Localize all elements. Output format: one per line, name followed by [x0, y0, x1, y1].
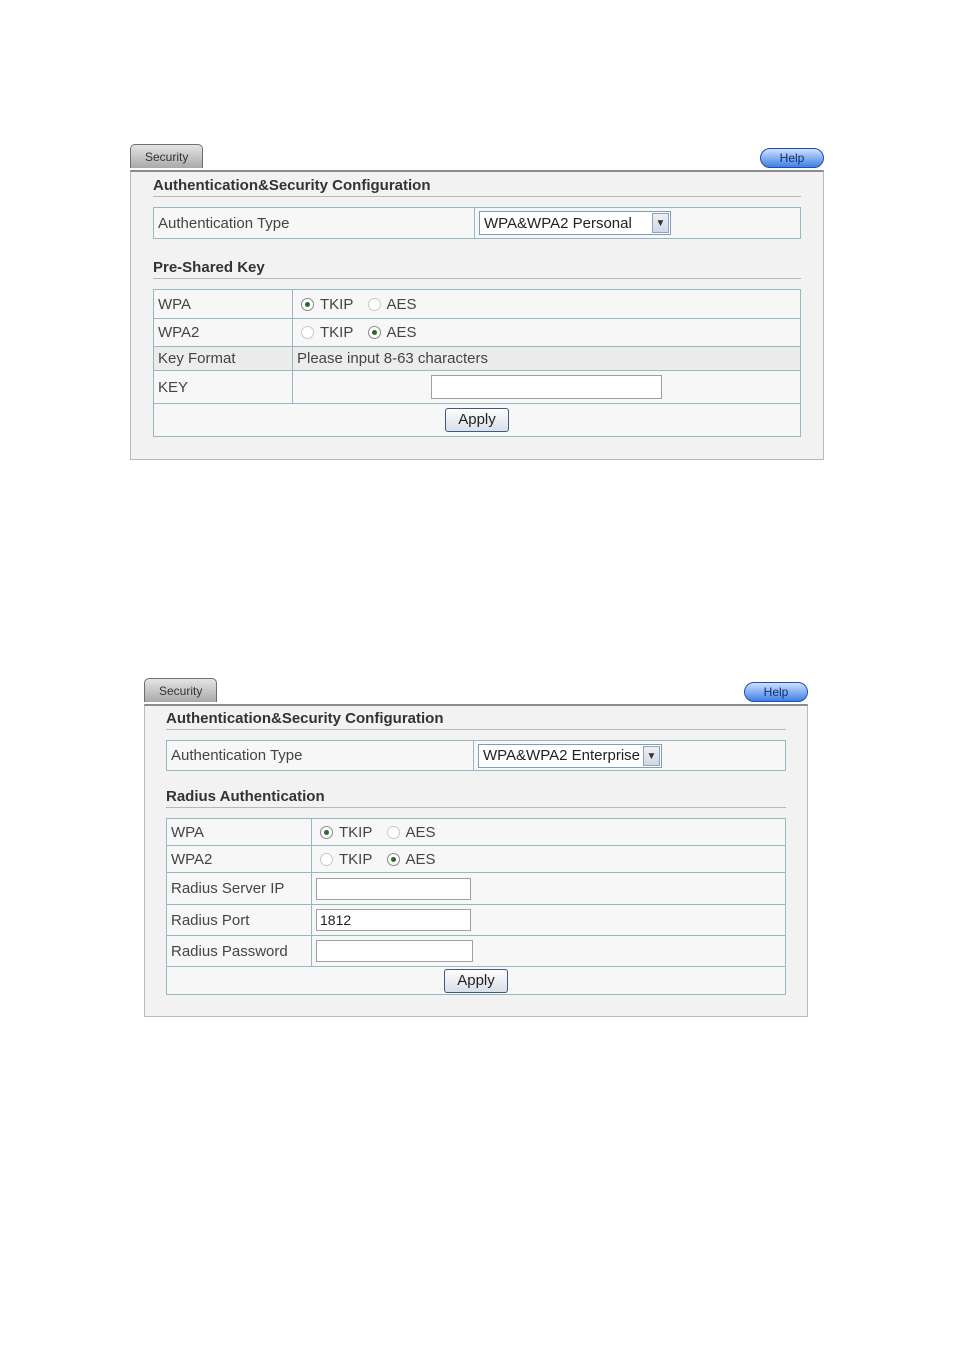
tkip-label: TKIP — [320, 324, 354, 342]
aes-label: AES — [386, 324, 417, 342]
tkip-label: TKIP — [339, 823, 373, 841]
apply-row — [167, 967, 786, 995]
wpa2-aes-radio[interactable] — [387, 853, 400, 866]
radius-port-label: Radius Port — [167, 905, 312, 936]
wpa-options — [293, 290, 801, 319]
radius-port-cell — [312, 905, 786, 936]
radius-port-input[interactable]: 1812 — [316, 909, 471, 931]
auth-type-cell — [475, 208, 801, 239]
radius-ip-cell — [312, 873, 786, 905]
key-format-value: Please input 8-63 characters — [293, 347, 801, 371]
psk-table — [153, 289, 801, 437]
wpa-tkip-radio[interactable] — [301, 298, 314, 311]
chevron-down-icon[interactable]: ▼ — [652, 213, 669, 233]
tab-security[interactable]: Security — [144, 678, 217, 702]
wpa-tkip-radio[interactable] — [320, 826, 333, 839]
auth-type-select[interactable] — [479, 211, 671, 235]
wpa2-tkip-radio[interactable] — [301, 326, 314, 339]
chevron-down-icon[interactable]: ▼ — [643, 746, 660, 766]
auth-type-select[interactable] — [478, 744, 662, 768]
wpa2-label: WPA2 — [167, 846, 312, 873]
radius-ip-input[interactable] — [316, 878, 471, 900]
apply-button[interactable]: Apply — [445, 408, 509, 432]
radius-ip-label: Radius Server IP — [167, 873, 312, 905]
wpa2-options — [293, 319, 801, 347]
key-label: KEY — [154, 371, 293, 404]
config-panel — [144, 704, 808, 1017]
key-input[interactable] — [431, 375, 662, 399]
aes-label: AES — [405, 850, 436, 868]
auth-type-table — [166, 740, 786, 771]
auth-type-value: WPA&WPA2 Personal — [484, 214, 632, 232]
wpa2-aes-radio[interactable] — [368, 326, 381, 339]
radius-table — [166, 818, 786, 995]
apply-row — [154, 404, 801, 437]
subsection-title: Pre-Shared Key — [153, 259, 801, 279]
security-panel-enterprise — [144, 676, 808, 1017]
auth-type-label: Authentication Type — [167, 741, 474, 771]
tab-bar — [130, 142, 824, 172]
section-title: Authentication&Security Configuration — [166, 710, 786, 730]
wpa2-options — [312, 846, 786, 873]
help-button[interactable]: Help — [744, 682, 808, 702]
wpa2-tkip-radio[interactable] — [320, 853, 333, 866]
aes-label: AES — [386, 295, 417, 313]
wpa-label: WPA — [154, 290, 293, 319]
auth-type-label: Authentication Type — [154, 208, 475, 239]
config-panel — [130, 170, 824, 460]
wpa-label: WPA — [167, 819, 312, 846]
radius-password-input[interactable] — [316, 940, 473, 962]
security-panel-personal — [130, 142, 824, 460]
tkip-label: TKIP — [320, 295, 354, 313]
auth-type-value: WPA&WPA2 Enterprise — [483, 747, 640, 764]
key-cell — [293, 371, 801, 404]
auth-type-cell — [474, 741, 786, 771]
wpa2-label: WPA2 — [154, 319, 293, 347]
wpa-aes-radio[interactable] — [368, 298, 381, 311]
section-title: Authentication&Security Configuration — [153, 177, 801, 197]
auth-type-table — [153, 207, 801, 239]
subsection-title: Radius Authentication — [166, 788, 786, 808]
wpa-options — [312, 819, 786, 846]
tkip-label: TKIP — [339, 850, 373, 868]
radius-password-cell — [312, 936, 786, 967]
wpa-aes-radio[interactable] — [387, 826, 400, 839]
help-button[interactable]: Help — [760, 148, 824, 168]
tab-security[interactable]: Security — [130, 144, 203, 168]
key-format-label: Key Format — [154, 347, 293, 371]
aes-label: AES — [405, 823, 436, 841]
tab-bar — [144, 676, 808, 706]
radius-password-label: Radius Password — [167, 936, 312, 967]
apply-button[interactable]: Apply — [444, 969, 508, 993]
